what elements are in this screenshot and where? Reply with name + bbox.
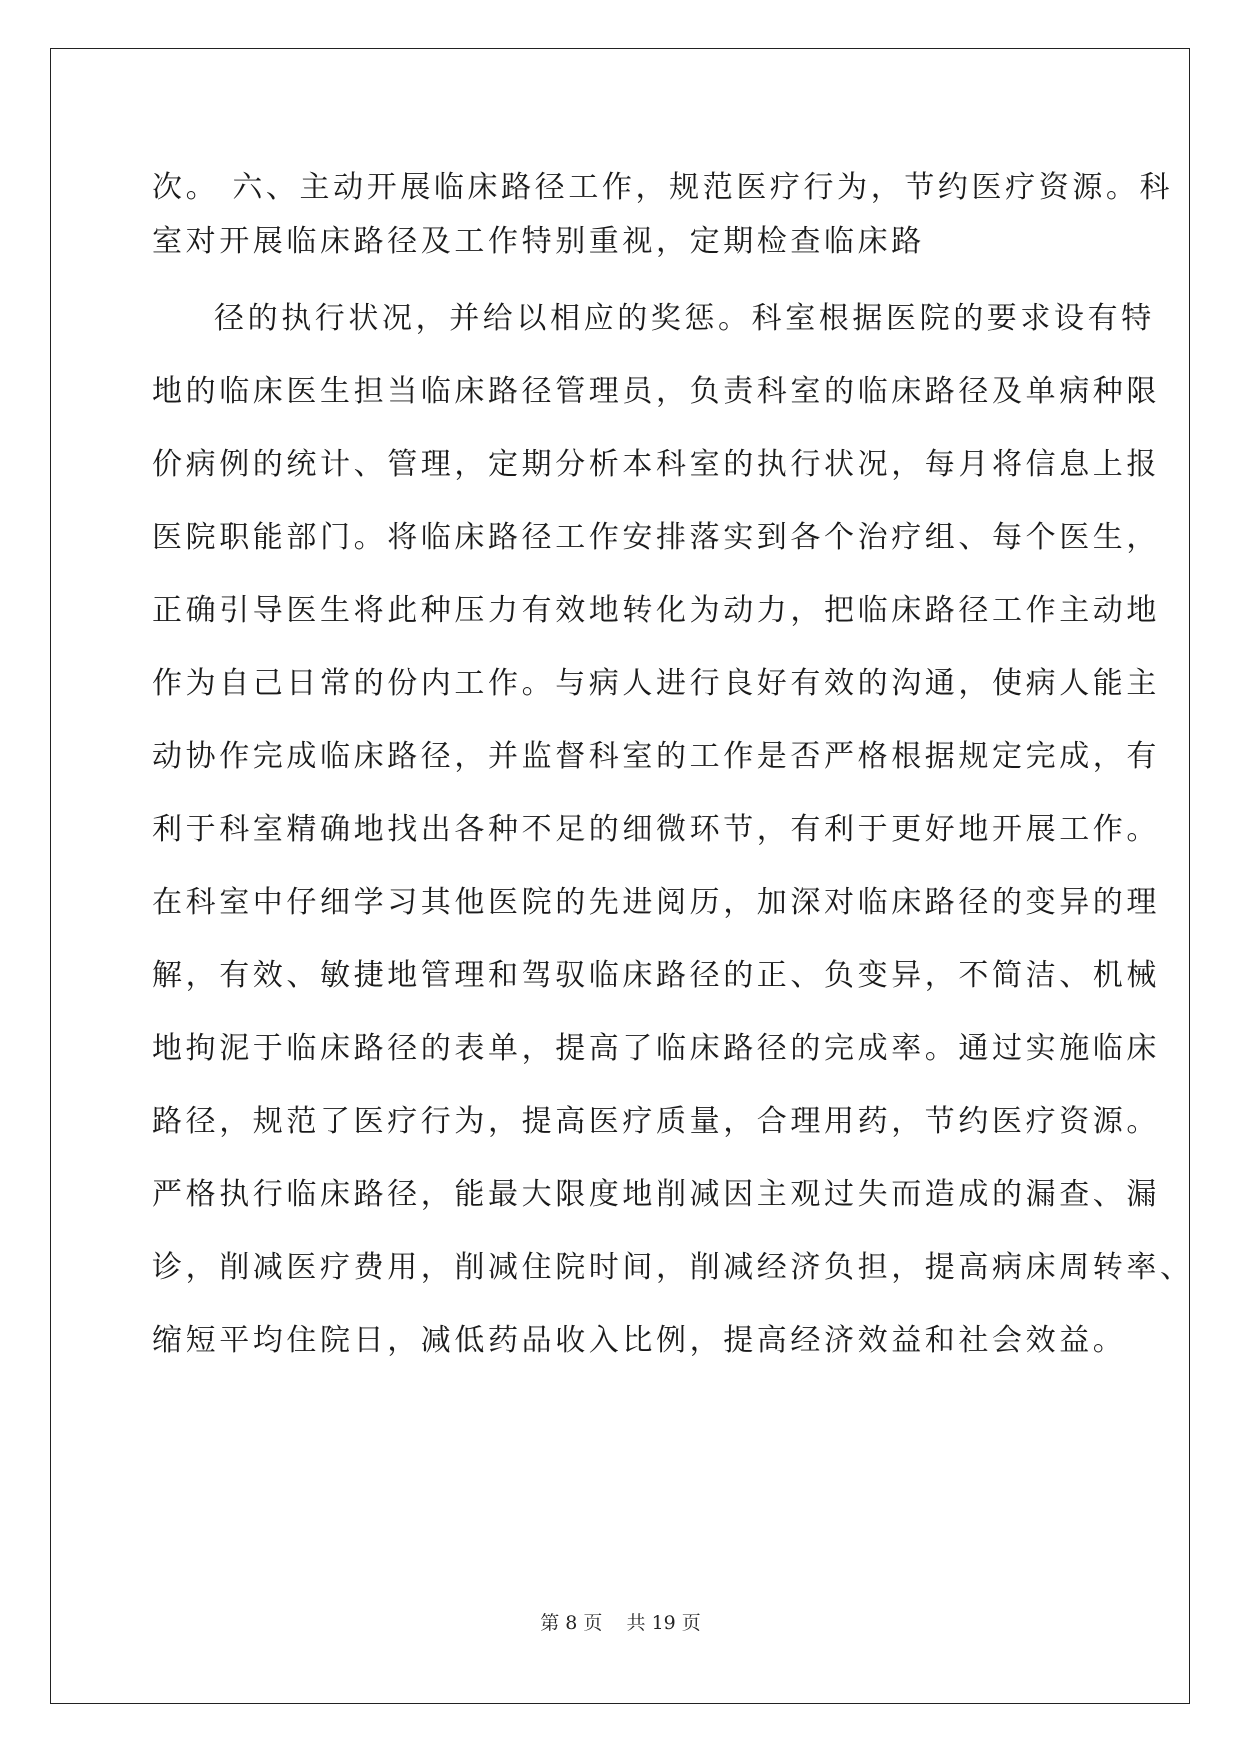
text-line: 医院职能部门。将临床路径工作安排落实到各个治疗组、每个医生， <box>152 520 1160 555</box>
text-line: 正确引导医生将此种压力有效地转化为动力，把临床路径工作主动地 <box>152 593 1160 628</box>
page-indicator: 第 8 页 共 19 页 <box>540 1612 701 1634</box>
text-line: 严格执行临床路径，能最大限度地削减因主观过失而造成的漏查、漏 <box>152 1177 1160 1212</box>
text-line: 动协作完成临床路径，并监督科室的工作是否严格根据规定完成，有 <box>152 739 1160 774</box>
text-line: 地的临床医生担当临床路径管理员，负责科室的临床路径及单病种限 <box>152 374 1160 409</box>
text-line: 诊，削减医疗费用，削减住院时间，削减经济负担，提高病床周转率、 <box>152 1250 1194 1285</box>
page-number-footer <box>0 1608 1241 1635</box>
text-line: 利于科室精确地找出各种不足的细微环节，有利于更好地开展工作。 <box>152 812 1160 847</box>
text-line: 价病例的统计、管理，定期分析本科室的执行状况，每月将信息上报 <box>152 447 1160 482</box>
text-line: 缩短平均住院日，减低药品收入比例，提高经济效益和社会效益。 <box>152 1323 1127 1358</box>
text-line: 作为自己日常的份内工作。与病人进行良好有效的沟通，使病人能主 <box>152 666 1160 701</box>
page-border <box>50 48 1190 1704</box>
text-line: 在科室中仔细学习其他医院的先进阅历，加深对临床路径的变异的理 <box>152 885 1160 920</box>
text-line: 径的执行状况，并给以相应的奖惩。科室根据医院的要求设有特 <box>214 301 1155 336</box>
text-line: 解，有效、敏捷地管理和驾驭临床路径的正、负变异，不简洁、机械 <box>152 958 1160 993</box>
text-line: 室对开展临床路径及工作特别重视，定期检查临床路 <box>152 224 925 259</box>
text-line: 次。 六、主动开展临床路径工作，规范医疗行为，节约医疗资源。科 <box>152 170 1174 205</box>
text-line: 地拘泥于临床路径的表单，提高了临床路径的完成率。通过实施临床 <box>152 1031 1160 1066</box>
text-line: 路径，规范了医疗行为，提高医疗质量，合理用药，节约医疗资源。 <box>152 1104 1160 1139</box>
